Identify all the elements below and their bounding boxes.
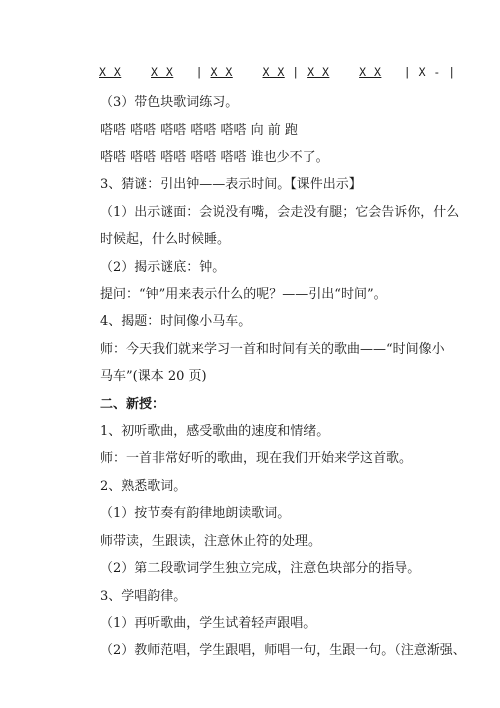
rhythm-group: X X: [262, 65, 285, 79]
text-line: 4、揭题：时间像小马车。: [100, 314, 252, 329]
bar-line: |: [292, 65, 300, 79]
rhythm-group: X X: [210, 65, 233, 79]
text-line: （2）揭示谜底：钟。: [100, 260, 226, 275]
section-heading: 二、新授：: [100, 397, 166, 412]
text-line: （1）按节奏有韵律地朗读歌词。: [100, 506, 291, 521]
bar-line: |: [195, 65, 204, 79]
rhythm-group: X -: [418, 65, 441, 79]
text-line: （2）第二段歌词学生独立完成，注意色块部分的指导。: [100, 561, 421, 576]
text-line: 嗒嗒 嗒嗒 嗒嗒 嗒嗒 嗒嗒 向 前 跑: [100, 123, 298, 138]
rhythm-group: X X: [359, 65, 382, 79]
rhythm-group: X X: [307, 65, 330, 79]
text-line: （1）出示谜面：会说没有嘴，会走没有腿；它会告诉你，什么: [100, 205, 460, 220]
text-line: （3）带色块歌词练习。: [100, 95, 239, 110]
text-line: 师带读，生跟读，注意休止符的处理。: [100, 534, 322, 549]
text-line: （1）再听歌曲，学生试着轻声跟唱。: [100, 616, 317, 631]
rhythm-group: X X: [99, 65, 122, 79]
text-line: 提问：“钟”用来表示什么的呢？——引出“时间”。: [100, 287, 387, 302]
text-line: 2、熟悉歌词。: [100, 479, 187, 494]
text-line: 3、猜谜：引出钟——表示时间。【课件出示】: [100, 177, 362, 192]
text-line: 师：今天我们就来学习一首和时间有关的歌曲——“时间像小: [100, 342, 445, 357]
text-line: 3、学唱韵律。: [100, 589, 187, 604]
rhythm-group: X X: [151, 65, 174, 79]
text-line: 时候起，什么时候睡。: [100, 232, 231, 247]
text-line: 1、初听歌曲，感受歌曲的速度和情绪。: [100, 424, 330, 439]
rhythm-notation: [99, 64, 456, 80]
text-line: 嗒嗒 嗒嗒 嗒嗒 嗒嗒 嗒嗒 谁也少不了。: [100, 150, 329, 165]
bar-line: |: [448, 65, 456, 79]
bar-line: |: [403, 65, 412, 79]
text-line: 马车”(课本 20 页): [100, 369, 207, 384]
text-line: （2）教师范唱，学生跟唱，师唱一句，生跟一句。（注意渐强、: [100, 643, 466, 658]
text-line: 师：一首非常好听的歌曲，现在我们开始来学这首歌。: [100, 451, 413, 466]
